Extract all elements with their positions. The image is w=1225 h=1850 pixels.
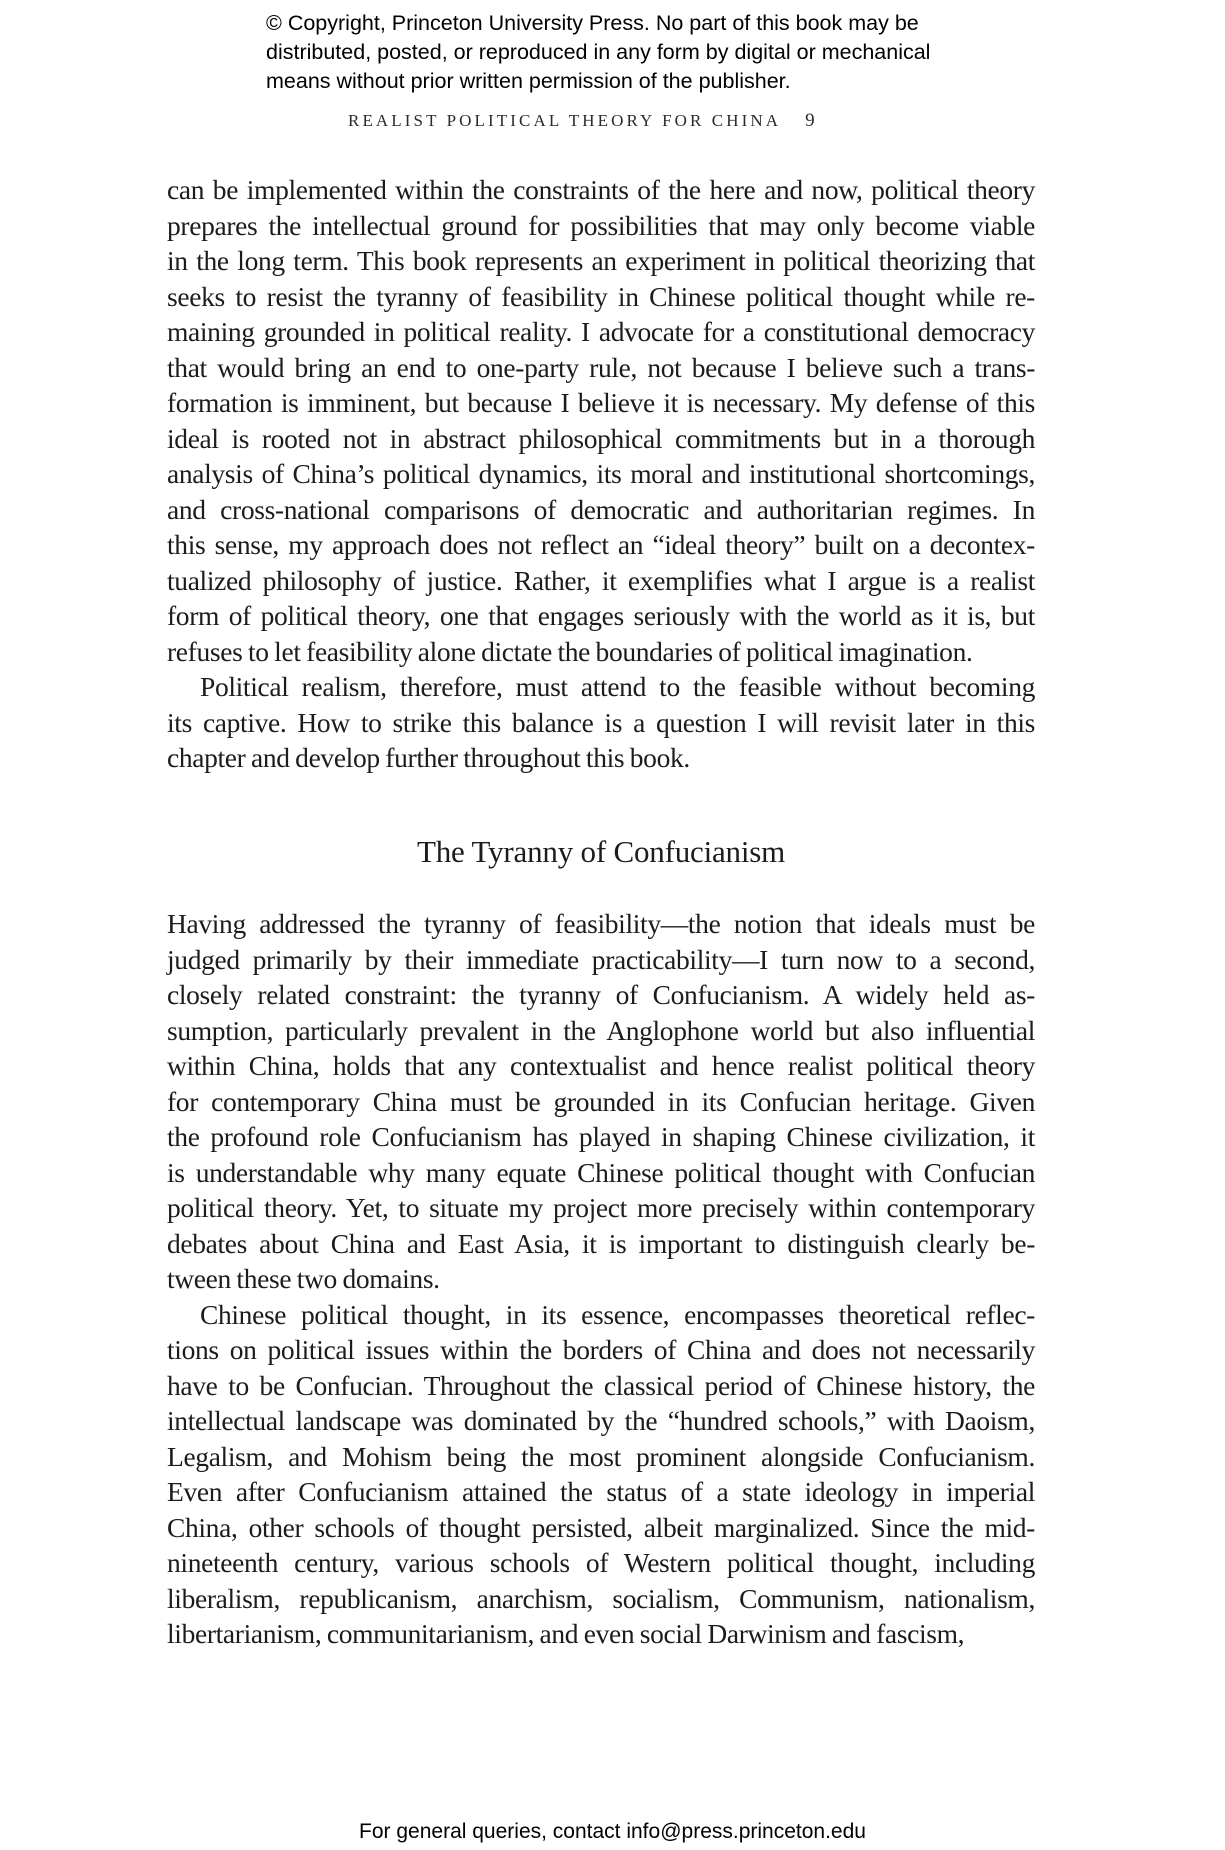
text-line: tualized philosophy of justice. Rather, it exemplifies what I argue is a realist <box>167 564 1035 596</box>
text-line: closely related constraint: the tyranny of Confucianism. A widely held as- <box>167 979 1035 1010</box>
page-footer <box>0 1818 1225 1846</box>
text-line: China, other schools of thought persisted, albeit marginalized. Since the mid- <box>167 1511 1035 1543</box>
text-line: within China, holds that any contextualist and hence realist political theory <box>167 1050 1035 1081</box>
section-1-body <box>167 172 1035 776</box>
text-line: Having addressed the tyranny of feasibility—the notion that ideals must be <box>167 908 1035 939</box>
text-line: Political realism, therefore, must attend to the feasible without becoming <box>200 671 1035 702</box>
paragraph <box>167 669 1035 776</box>
text-line: have to be Confucian. Throughout the classical period of Chinese history, the <box>167 1369 1035 1401</box>
text-line: Legalism, and Mohism being the most prominent alongside Confucianism. <box>167 1440 1035 1472</box>
text-line: refuses to let feasibility alone dictate the boundaries of political imagination. <box>167 635 973 667</box>
text-line: form of political theory, one that engages seriously with the world as it is, but <box>167 600 1035 631</box>
text-line: judged primarily by their immediate practicability—I turn now to a second, <box>167 943 1035 975</box>
text-line: debates about China and East Asia, it is important to distinguish clearly be- <box>167 1227 1035 1259</box>
running-head-title: REALIST POLITICAL THEORY FOR CHINA <box>348 111 782 130</box>
text-line: that would bring an end to one-party rule, not because I believe such a trans- <box>167 351 1035 383</box>
text-line: sumption, particularly prevalent in the Anglophone world but also influential <box>167 1014 1035 1046</box>
text-line: political theory. Yet, to situate my project more precisely within contemporary <box>167 1192 1035 1223</box>
paragraph <box>167 906 1035 1297</box>
text-line: libertarianism, communitarianism, and even social Darwinism and fascism, <box>167 1618 965 1649</box>
text-line: intellectual landscape was dominated by the “hundred schools,” with Daoism, <box>167 1405 1035 1436</box>
text-line: Even after Confucianism attained the status of a state ideology in imperial <box>167 1476 1035 1507</box>
text-line: for contemporary China must be grounded in its Confucian heritage. Given <box>167 1085 1035 1117</box>
page-number: 9 <box>805 110 815 131</box>
section-2-body <box>167 906 1035 1652</box>
text-line: nineteenth century, various schools of Western political thought, including <box>167 1547 1035 1578</box>
text-line: its captive. How to strike this balance is a question I will revisit later in this <box>167 706 1035 738</box>
text-line: in the long term. This book represents an experiment in political theorizing that <box>167 245 1035 276</box>
text-line: ideal is rooted not in abstract philosophical commitments but in a thorough <box>167 422 1035 454</box>
text-line: the profound role Confucianism has played in shaping Chinese civilization, it <box>167 1121 1035 1152</box>
text-line: chapter and develop further throughout this book. <box>167 742 690 773</box>
copyright-line: © Copyright, Princeton University Press. No part of this book may be <box>266 11 919 35</box>
text-line: maining grounded in political reality. I advocate for a constitutional democracy <box>167 316 1035 347</box>
text-line: is understandable why many equate Chinese political thought with Confucian <box>167 1156 1035 1188</box>
text-line: tween these two domains. <box>167 1263 440 1294</box>
text-line: Chinese political thought, in its essence, encompasses theoretical reflec- <box>200 1298 1035 1330</box>
text-line: and cross-national comparisons of democratic and authoritarian regimes. In <box>167 493 1035 525</box>
paragraph <box>167 1297 1035 1652</box>
copyright-line: means without prior written permission of the publisher. <box>266 69 791 93</box>
copyright-line: distributed, posted, or reproduced in any form by digital or mechanical <box>266 40 931 64</box>
text-line: seeks to resist the tyranny of feasibility in Chinese political thought while re- <box>167 280 1035 312</box>
paragraph <box>167 172 1035 669</box>
text-line: this sense, my approach does not reflect an “ideal theory” built on a decontex- <box>167 529 1035 560</box>
text-line: tions on political issues within the borders of China and does not necessarily <box>167 1334 1035 1365</box>
text-line: can be implemented within the constraints of the here and now, political theory <box>167 174 1035 205</box>
text-line: analysis of China’s political dynamics, its moral and institutional shortcomings, <box>167 458 1035 489</box>
copyright-notice <box>266 9 1026 96</box>
text-line: formation is imminent, but because I believe it is necessary. My defense of this <box>167 387 1035 418</box>
footer-contact-text: For general queries, contact info@press.princeton.edu <box>359 1820 866 1843</box>
running-head <box>348 110 815 132</box>
text-line: prepares the intellectual ground for possibilities that may only become viable <box>167 209 1035 241</box>
text-line: liberalism, republicanism, anarchism, socialism, Communism, nationalism, <box>167 1582 1035 1614</box>
section-heading: The Tyranny of Confucianism <box>416 834 786 869</box>
